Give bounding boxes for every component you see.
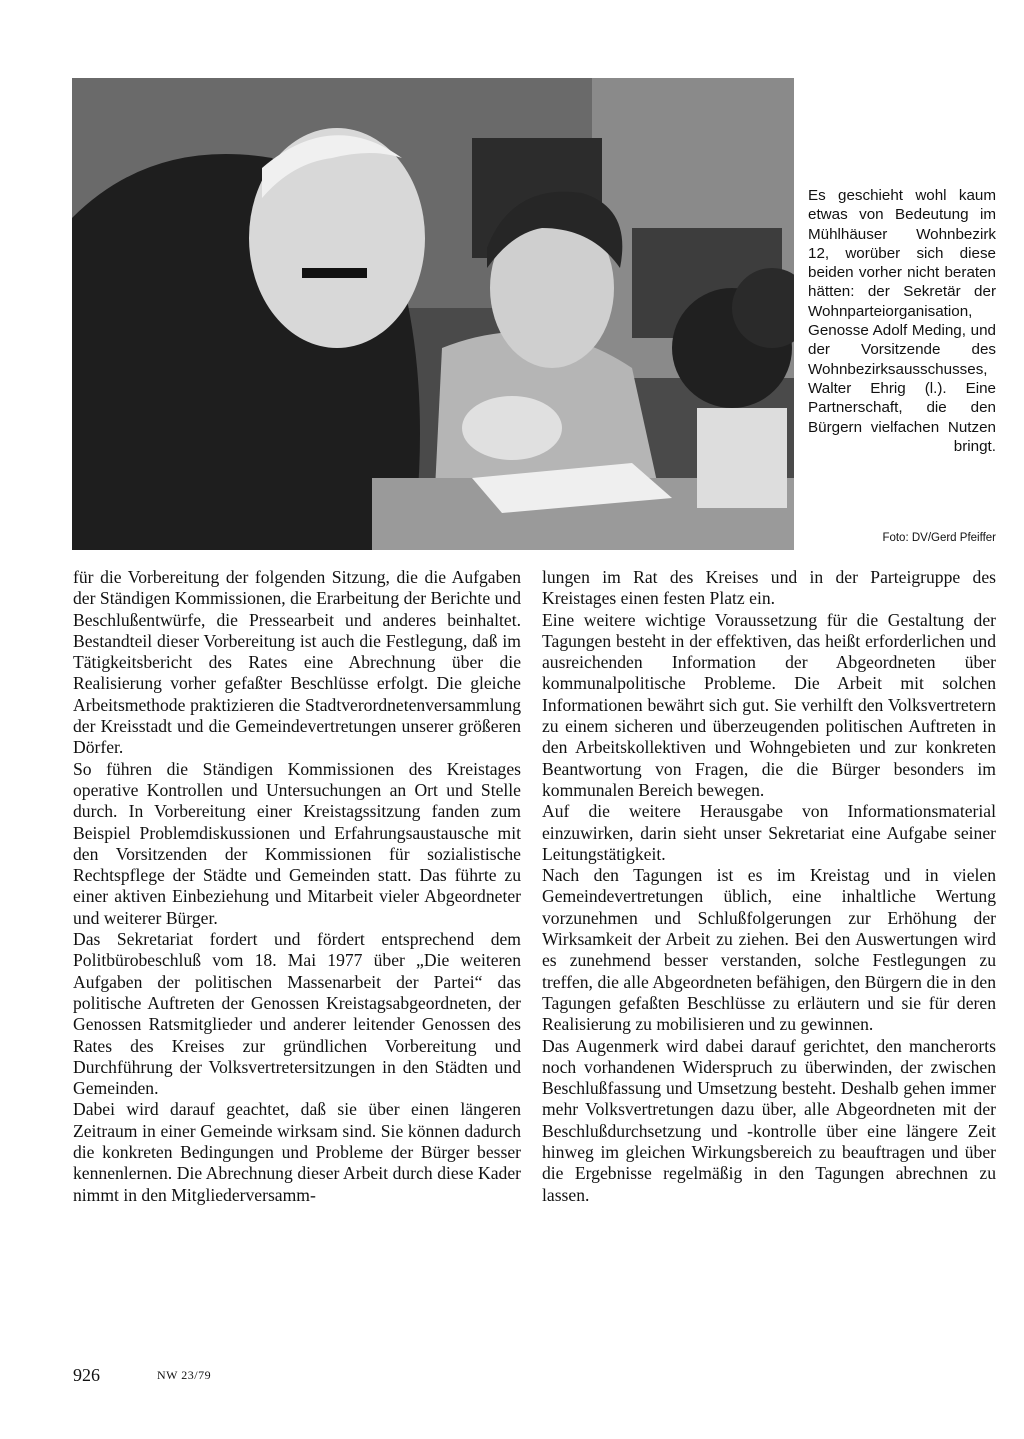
photo-two-men-talking [72, 78, 794, 550]
paragraph: für die Vorbereitung der folgenden Sitzung, die die Aufgaben der Ständigen Kommissionen, die Erarbeitung der Berichte und Beschlußentwürfe, die Pressearbeit und anderes beinhaltet. Bestandteil dieser Vorbereitung ist auch die Festlegung, daß im Tätigkeitsbericht des Rates eine Abrechnung über die Realisierung vorher gefaßter Beschlüsse erfolgt. Die gleiche Arbeitsmethode praktizieren die Stadtverordnetenversammlung der Kreisstadt und die Gemeindevertretungen unserer größeren Dörfer. [73, 567, 521, 758]
photo-illustration [72, 78, 794, 550]
paragraph: lungen im Rat des Kreises und in der Parteigruppe des Kreistages einen festen Platz ein. [542, 567, 996, 609]
photo-caption: Es geschieht wohl kaum etwas von Bedeutung im Mühlhäuser Wohnbezirk 12, worüber sich diese beiden vorher nicht beraten hätten: der Sekretär der Wohnparteiorganisation, Genosse Adolf Meding, und der Vorsitzende des Wohnbezirksausschusses, Walter Ehrig (l.). Eine Partnerschaft, die den Bürgern vielfachen Nutzen bringt. [808, 187, 996, 455]
paragraph: Dabei wird darauf geachtet, daß sie über einen längeren Zeitraum in einer Gemeinde wirksam sind. Sie können dadurch die konkreten Bedingungen und Probleme der Bürger besser kennenlernen. Die Abrechnung dieser Arbeit durch diese Kader nimmt in den Mitgliederversamm- [73, 1099, 521, 1205]
paragraph: Das Sekretariat fordert und fördert entsprechend dem Politbürobeschluß vom 18. Mai 1977 über „Die weiteren Aufgaben der politischen Massenarbeit der Partei“ das politische Auftreten der Genossen Kreistagsabgeordneten, der Genossen Ratsmitglieder und anderer leitender Genossen des Rates des Kreises zur gründlichen Vorbereitung und Durchführung der Volksvertretersitzungen in den Städten und Gemeinden. [73, 929, 521, 1099]
paragraph: Eine weitere wichtige Voraussetzung für die Gestaltung der Tagungen besteht in der effektiven, das heißt erforderlichen und ausreichenden Information der Abgeordneten über kommunalpolitische Probleme. Die Arbeit mit solchen Informationen bewährt sich gut. Sie verhilft den Volksvertretern zu einem sicheren und überzeugenden politischen Auftreten in den Arbeitskollektiven und Wohngebieten und zur konkreten Beantwortung von Fragen, die die Bürger besonders im kommunalen Bereich bewegen. [542, 609, 996, 800]
issue-label: NW 23/79 [157, 1368, 212, 1382]
photo-credit: Foto: DV/Gerd Pfeiffer [882, 532, 996, 544]
paragraph: Nach den Tagungen ist es im Kreistag und in vielen Gemeindevertretungen üblich, eine inhaltliche Wertung vorzunehmen und Schlußfolgerungen zur Erhöhung der Wirksamkeit der Arbeit zu ziehen. Bei den Auswertungen wird es zunehmend besser verstanden, solche Festlegungen zu treffen, die alle Abgeordneten befähigen, den Bürgern die in den Tagungen gefaßten Beschlüsse zu erläutern und sie für deren Realisierung zu mobilisieren und zu gewinnen. [542, 865, 996, 1035]
right-column [542, 567, 996, 1206]
left-column [73, 567, 521, 1206]
paragraph: Das Augenmerk wird dabei darauf gerichtet, den mancherorts noch vorhandenen Widerspruch zu überwinden, der zwischen Beschlußfassung und Umsetzung besteht. Deshalb gehen immer mehr Volksvertretungen dazu über, alle Abgeordneten mit der Beschlußdurchsetzung und -kontrolle über eine längere Zeit hinweg im gleichen Wirkungsbereich zu beauftragen und über die Ergebnisse regelmäßig in den Tagungen abrechnen zu lassen. [542, 1035, 996, 1205]
paragraph: So führen die Ständigen Kommissionen des Kreistages operative Kontrollen und Untersuchungen an Ort und Stelle durch. In Vorbereitung einer Kreistagssitzung fanden zum Beispiel Problemdiskussionen und Erfahrungsaustausche mit den Vorsitzenden der Kommissionen für sozialistische Rechtspflege der Städte und Gemeinden statt. Das führte zu einer aktiven Einbeziehung und Mitarbeit vieler Abgeordneter und weiterer Bürger. [73, 758, 521, 928]
page-number: 926 [73, 1365, 100, 1385]
paragraph: Auf die weitere Herausgabe von Informationsmaterial einzuwirken, darin sieht unser Sekretariat eine Aufgabe seiner Leitungstätigkeit. [542, 801, 996, 864]
